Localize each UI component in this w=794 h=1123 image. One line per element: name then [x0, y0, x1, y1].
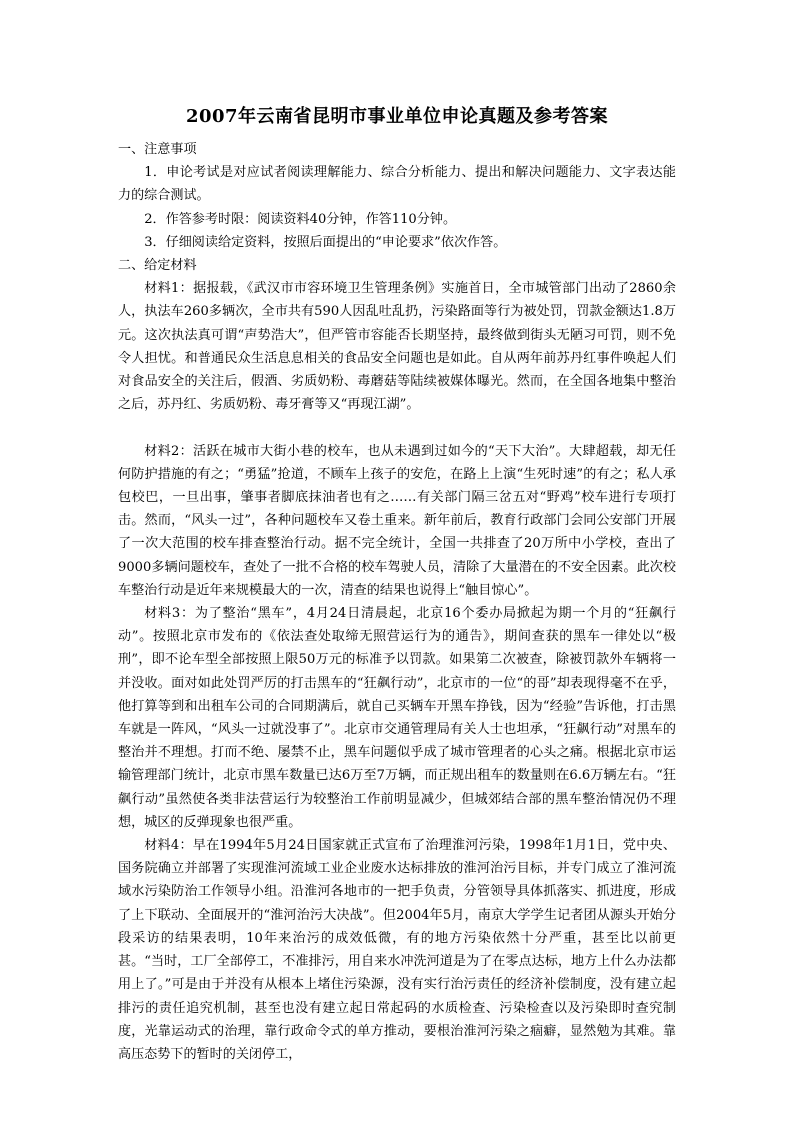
- document-body: [118, 138, 676, 1066]
- notice-item-3: 3．仔细阅读给定资料，按照后面提出的“申论要求”依次作答。: [144, 234, 507, 250]
- material-3: 材料3：为了整治“黑车”，4月24日清晨起，北京16个委办局掀起为期一个月的“狂飙行动”。按照北京市发布的《依法查处取缔无照营运行为的通告》，期间查获的黑车一律处以“极刑”，即不论车型全部按照上限50万元的标准予以罚款。如果第二次被查，除被罚款外车辆将一并没收。面对如此处罚严厉的打击黑车的“狂飙行动”，北京市的一位“的哥”却表现得毫不在乎，他打算等到和出租车公司的合同期满后，就自己买辆车开黑车挣钱，因为“经验”告诉他，打击黑车就是一阵风，“风头一过就没事了”。北京市交通管理局有关人士也坦承，“狂飙行动”对黑车的整治并不理想。打而不绝、屡禁不止，黑车问题似乎成了城市管理者的心头之痛。根据北京市运输管理部门统计，北京市黑车数量已达6万至7万辆，而正规出租车的数量则在6.6万辆左右。“狂飙行动”虽然使各类非法营运行为较整治工作前明显减少，但城郊结合部的黑车整治情况仍不理想，城区的反弹现象也很严重。: [118, 606, 676, 830]
- section-heading-notice: 一、注意事项: [118, 142, 197, 157]
- material-4: 材料4：早在1994年5月24日国家就正式宣布了治理淮河污染，1998年1月1日，党中央、国务院确立并部署了实现淮河流域工业企业废水达标排放的淮河治污目标，并专门成立了淮河流域水污染防治工作领导小组。沿淮河各地市的一把手负责，分管领导具体抓落实、抓进度，形成了上下联动、全面展开的“淮河治污大决战”。但2004年5月，南京大学学生记者团从源头开始分段采访的结果表明，10年来治污的成效低微，有的地方污染依然十分严重，甚至比以前更甚。“当时，工厂全部停工，不准排污，用自来水冲洗河道是为了在零点达标，地方上什么办法都用上了。”可是由于并没有从根本上堵住污染源，没有实行治污责任的经济补偿制度，没有建立起排污的责任追究机制，甚至也没有建立起日常起码的水质检查、污染检查以及污染即时查究制度，光靠运动式的治理，靠行政命令式的单方推动，要根治淮河污染之痼癖，显然勉为其难。靠高压态势下的暂时的关闭停工，: [118, 838, 676, 1062]
- notice-item-1: 1．申论考试是对应试者阅读理解能力、综合分析能力、提出和解决问题能力、文字表达能力的综合测试。: [118, 165, 676, 204]
- notice-item-2: 2．作答参考时限：阅读资料40分钟，作答110分钟。: [144, 211, 457, 227]
- section-heading-materials: 二、给定材料: [118, 258, 197, 274]
- material-1: 材料1：据报载，《武汉市市容环境卫生管理条例》实施首日，全市城管部门出动了2860余人，执法车260多辆次，全市共有590人因乱吐乱扔，污染路面等行为被处罚，罚款金额达1.8万元。这次执法真可谓“声势浩大”，但严管市容能否长期坚持，最终做到街头无陋习可罚，则不免令人担忧。和普通民众生活息息相关的食品安全问题也是如此。自从两年前苏丹红事件唤起人们对食品安全的关注后，假酒、劣质奶粉、毒蘑菇等陆续被媒体曝光。然而，在全国各地集中整治之后，苏丹红、劣质奶粉、毒牙膏等又“再现江湖”。: [118, 281, 676, 413]
- paragraph-spacer: [118, 416, 676, 439]
- page-title: 2007年云南省昆明市事业单位申论真题及参考答案: [185, 106, 609, 127]
- material-2: 材料2：活跃在城市大街小巷的校车，也从未遇到过如今的“天下大治”。大肆超载，却无任何防护措施的有之；“勇猛”抢道，不顾车上孩子的安危，在路上上演“生死时速”的有之；私人承包校巴，一旦出事，肇事者脚底抹油者也有之……有关部门隔三岔五对“野鸡”校车进行专项打击。然而，“风头一过”，各种问题校车又卷土重来。新年前后，教育行政部门会同公安部门开展了一次大范围的校车排查整治行动。据不完全统计，全国一共排查了20万所中小学校，查出了9000多辆问题校车，查处了一批不合格的校车驾驶人员，清除了大量潜在的不安全因素。此次校车整治行动是近年来规模最大的一次，清查的结果也说得上“触目惊心”。: [118, 443, 676, 598]
